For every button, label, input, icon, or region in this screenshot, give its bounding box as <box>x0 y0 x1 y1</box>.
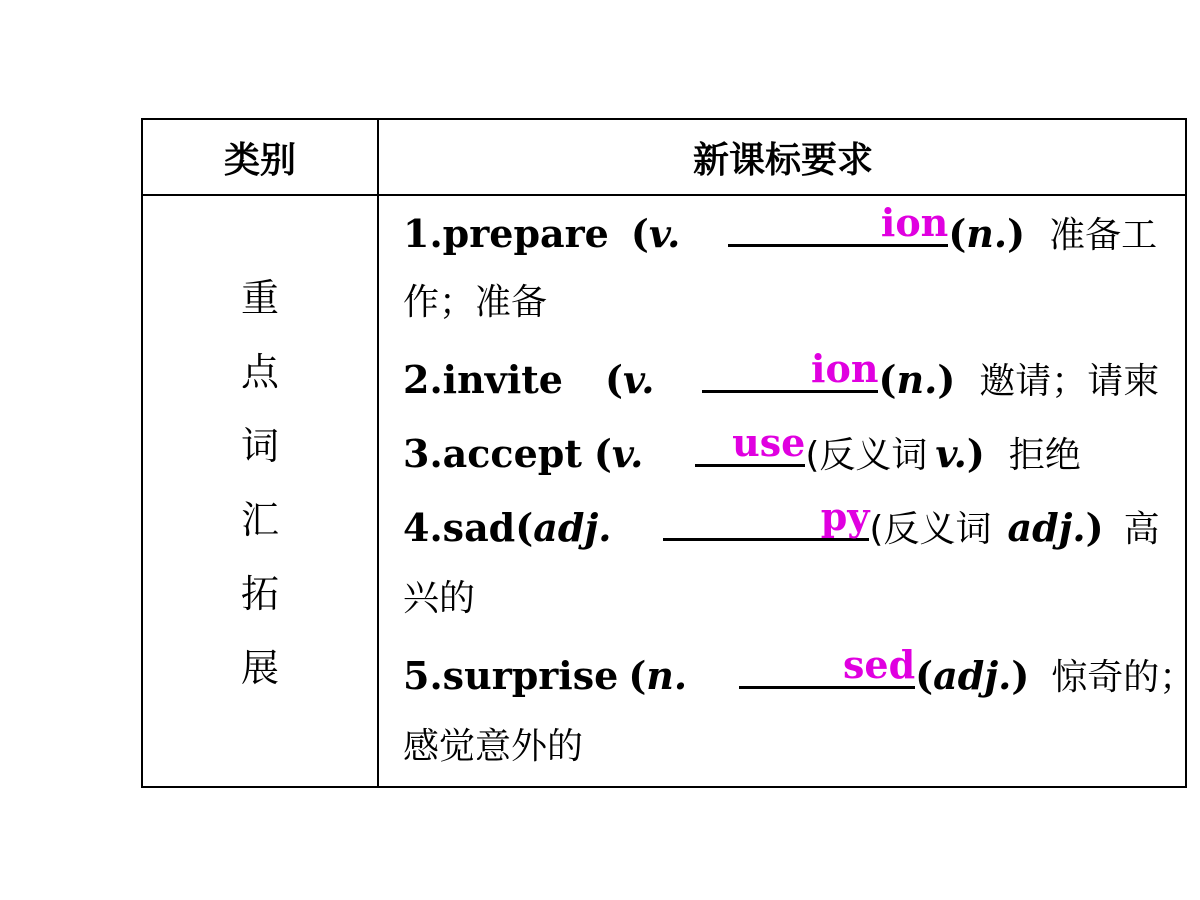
vocab-item-3: 3.accept (v. use (反义词 v.) 拒绝 <box>403 420 1081 476</box>
answer-text: sed <box>843 642 916 687</box>
item-meaning-cont: 作；准备 <box>403 282 548 323</box>
vocab-item-4: 4.sad(adj. py (反义词 adj.) 高 <box>403 494 1160 550</box>
item-word: 1.prepare <box>403 211 609 256</box>
answer-note: (反义词 <box>805 435 928 476</box>
answer-text: use <box>732 420 806 465</box>
item-meaning: 邀请；请柬 <box>979 361 1160 402</box>
item-open-paren: ( <box>630 211 649 256</box>
answer-note: (反义词 <box>869 509 992 550</box>
answer-pos: adj. <box>1007 505 1086 550</box>
answer-blank[interactable] <box>739 642 916 689</box>
table-header-row <box>143 120 1185 196</box>
answer-pos: v. <box>935 431 967 476</box>
item-word: 4.sad <box>403 505 516 550</box>
category-cell <box>143 196 377 786</box>
answer-blank[interactable] <box>728 200 949 247</box>
vocab-item-5-cont <box>403 720 583 770</box>
item-word: 3.accept <box>403 431 582 476</box>
item-pos: v. <box>622 357 655 402</box>
answer-text: ion <box>880 200 949 245</box>
answer-text: ion <box>811 346 879 391</box>
item-word: 5.surprise <box>403 653 619 698</box>
item-pos: n. <box>646 653 688 698</box>
item-open-paren: ( <box>604 357 623 402</box>
item-meaning: 惊奇的； <box>1051 657 1196 698</box>
item-pos: adj. <box>533 505 612 550</box>
answer-pos: n. <box>966 211 1008 256</box>
item-open-paren: ( <box>593 431 612 476</box>
vocab-item-4-cont <box>403 572 475 622</box>
vocab-item-1: 1.prepare (v. ion (n.) 准备工 <box>403 200 1158 256</box>
item-meaning: 拒绝 <box>1008 435 1081 476</box>
vocab-item-1-cont <box>403 276 547 326</box>
answer-blank[interactable] <box>702 346 879 393</box>
category-char: 汇 <box>240 498 279 542</box>
category-char: 拓 <box>240 572 279 616</box>
item-open-paren: ( <box>515 505 534 550</box>
item-open-paren: ( <box>628 653 647 698</box>
item-meaning: 准备工 <box>1049 215 1158 256</box>
category-char: 展 <box>240 646 279 690</box>
item-meaning-cont: 兴的 <box>403 578 476 619</box>
vocabulary-table <box>141 118 1196 788</box>
category-char: 重 <box>240 276 279 320</box>
category-char: 词 <box>240 424 279 468</box>
requirement-cell <box>379 196 1196 786</box>
item-word: 2.invite <box>403 357 563 402</box>
item-pos: v. <box>648 211 681 256</box>
category-char: 点 <box>240 350 279 394</box>
item-pos: v. <box>611 431 644 476</box>
vocab-item-2: 2.invite (v. ion (n.) 邀请；请柬 <box>403 346 1160 402</box>
answer-pos: adj. <box>933 653 1012 698</box>
answer-text: py <box>820 494 870 539</box>
item-meaning: 高 <box>1123 509 1160 550</box>
vocab-item-5: 5.surprise (n. sed (adj.) 惊奇的； <box>403 642 1196 698</box>
answer-blank[interactable] <box>695 420 806 467</box>
answer-pos: n. <box>896 357 938 402</box>
item-meaning-cont: 感觉意外的 <box>403 726 584 767</box>
header-category: 类别 <box>223 139 296 181</box>
answer-blank[interactable] <box>663 494 870 541</box>
header-requirement: 新课标要求 <box>692 139 873 181</box>
